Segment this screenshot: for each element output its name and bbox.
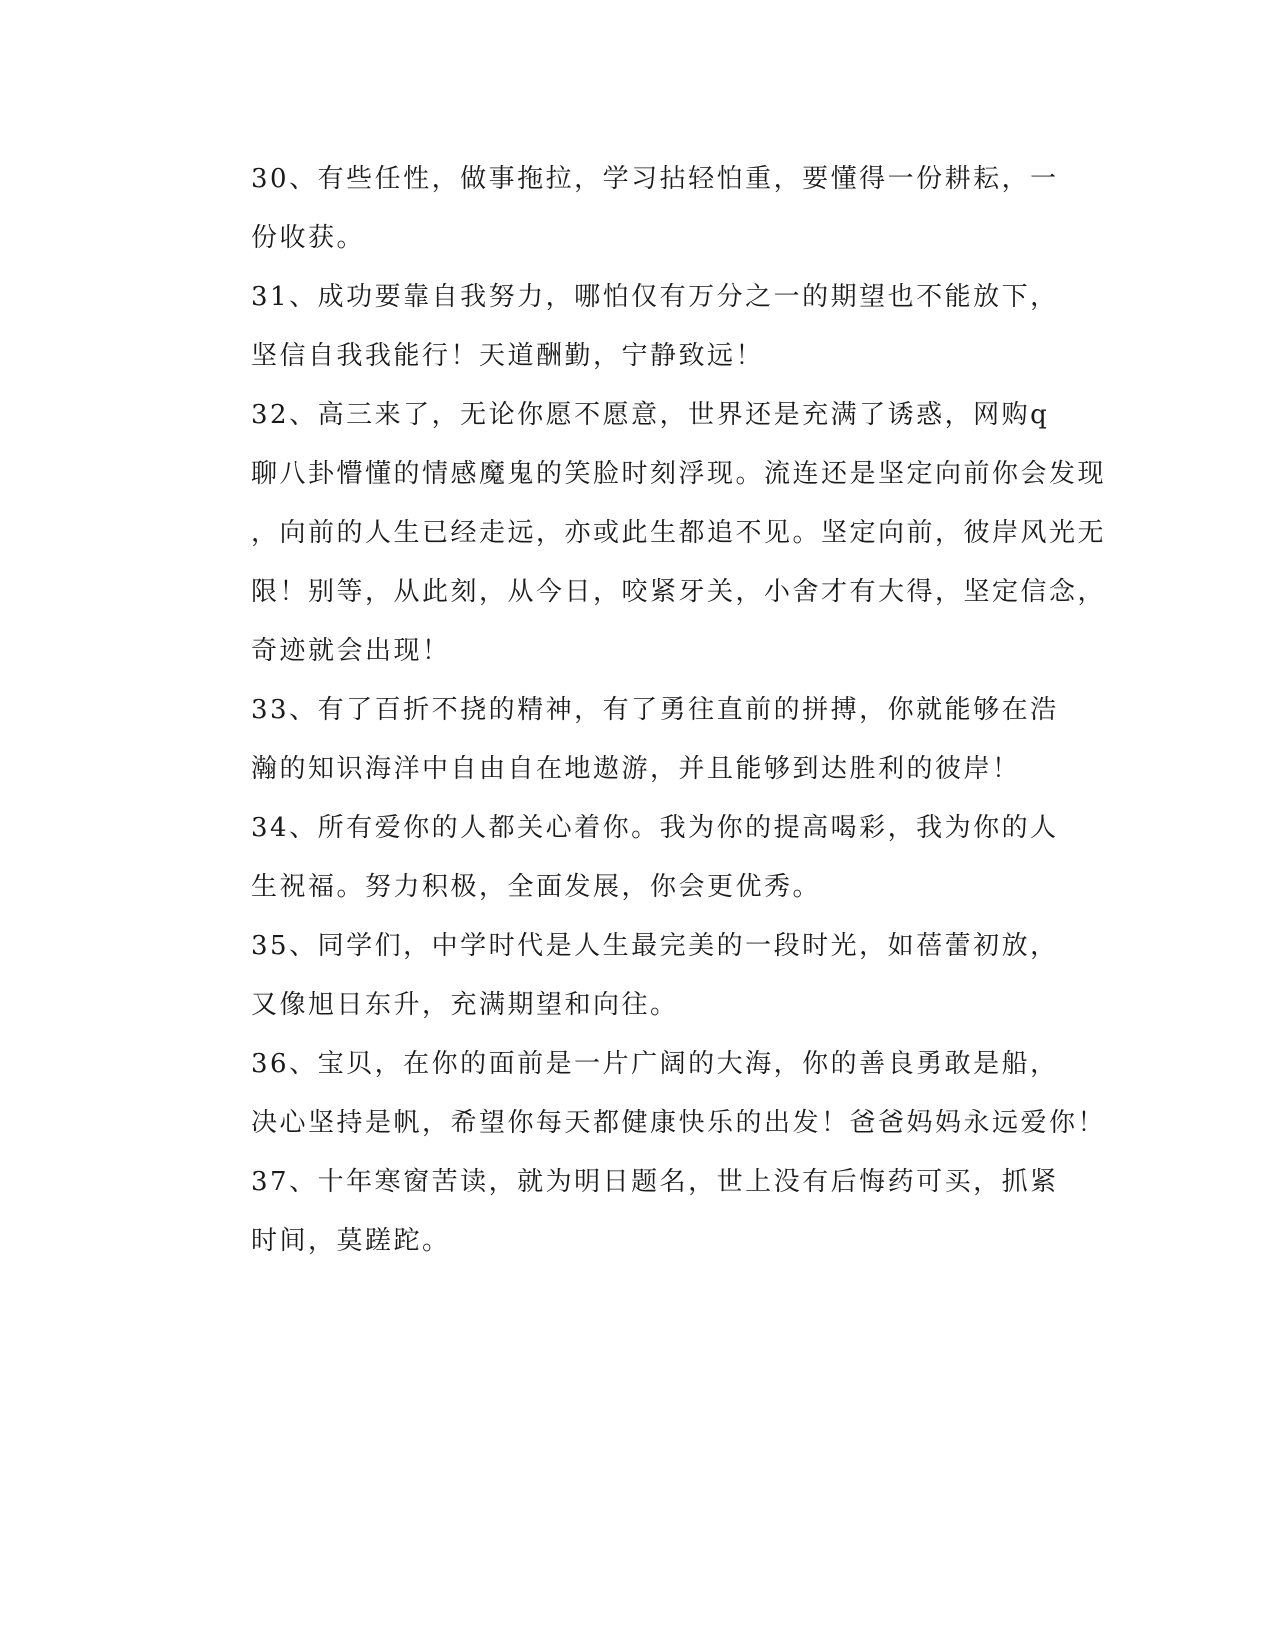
text-line: 份收获。	[251, 223, 366, 253]
paragraph-37	[182, 1153, 1059, 1271]
text-line: 又像旭日东升，充满期望和向往。	[251, 990, 679, 1020]
paragraph-30	[182, 150, 1059, 268]
text-line: 决心坚持是帆，希望你每天都健康快乐的出发！爸爸妈妈永远爱你！	[251, 1108, 1107, 1138]
paragraph-33	[182, 681, 1059, 799]
text-line: 35、同学们，中学时代是人生最完美的一段时光，如蓓蕾初放，	[251, 931, 1059, 961]
paragraph-34	[182, 799, 1059, 917]
paragraph-31	[182, 268, 1059, 386]
text-line: 31、成功要靠自我努力，哪怕仅有万分之一的期望也不能放下，	[251, 282, 1059, 312]
text-line: 36、宝贝，在你的面前是一片广阔的大海，你的善良勇敢是船，	[251, 1049, 1059, 1079]
text-line: 32、高三来了，无论你愿不愿意，世界还是充满了诱惑，网购q	[251, 400, 1050, 430]
text-line: 生祝福。努力积极，全面发展，你会更优秀。	[251, 872, 822, 902]
text-line: 坚信自我我能行！天道酬勤，宁静致远！	[251, 341, 765, 371]
paragraph-36	[182, 1035, 1107, 1153]
text-line: 37、十年寒窗苦读，就为明日题名，世上没有后悔药可买，抓紧	[251, 1167, 1059, 1197]
text-line: 聊八卦懵懂的情感魔鬼的笑脸时刻浮现。流连还是坚定向前你会发现	[251, 459, 1107, 489]
text-line: ，向前的人生已经走远，亦或此生都追不见。坚定向前，彼岸风光无	[251, 518, 1107, 548]
text-line: 瀚的知识海洋中自由自在地遨游，并且能够到达胜利的彼岸！	[251, 754, 1021, 784]
paragraph-32	[182, 386, 1107, 681]
text-line: 奇迹就会出现！	[251, 636, 451, 666]
text-line: 30、有些任性，做事拖拉，学习拈轻怕重，要懂得一份耕耘，一	[251, 164, 1059, 194]
text-line: 限！别等，从此刻，从今日，咬紧牙关，小舍才有大得，坚定信念，	[251, 577, 1107, 607]
text-line: 33、有了百折不挠的精神，有了勇往直前的拼搏，你就能够在浩	[251, 695, 1059, 725]
document-body	[182, 150, 1107, 1271]
text-line: 时间，莫蹉跎。	[251, 1226, 451, 1256]
paragraph-35	[182, 917, 1059, 1035]
text-line: 34、所有爱你的人都关心着你。我为你的提高喝彩，我为你的人	[251, 813, 1059, 843]
